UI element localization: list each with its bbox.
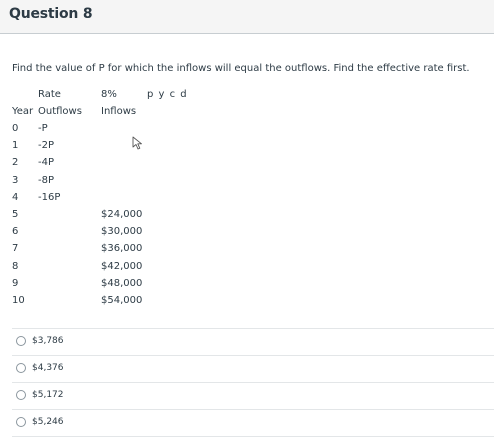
row-inflow: $24,000 bbox=[101, 209, 143, 220]
row-inflow: $30,000 bbox=[101, 226, 143, 237]
row-year: 7 bbox=[12, 243, 19, 254]
col-header-outflows: Outflows bbox=[38, 106, 82, 117]
row-year: 2 bbox=[12, 157, 19, 168]
row-outflow: -P bbox=[38, 123, 48, 134]
divider bbox=[12, 436, 494, 437]
row-year: 5 bbox=[12, 209, 19, 220]
col-header-year: Year bbox=[12, 106, 34, 117]
row-year: 0 bbox=[12, 123, 19, 134]
answer-label: $3,786 bbox=[32, 336, 64, 346]
row-inflow: $48,000 bbox=[101, 278, 143, 289]
row-inflow: $54,000 bbox=[101, 295, 143, 306]
row-outflow: -8P bbox=[38, 175, 55, 186]
question-header bbox=[0, 0, 494, 34]
row-outflow: -4P bbox=[38, 157, 55, 168]
row-outflow: -2P bbox=[38, 140, 55, 151]
answer-label: $5,172 bbox=[32, 390, 64, 400]
row-year: 10 bbox=[12, 295, 25, 306]
compounding-label: p y c d bbox=[147, 89, 188, 100]
answer-option-1[interactable] bbox=[16, 334, 64, 348]
rate-value: 8% bbox=[101, 89, 117, 100]
row-year: 4 bbox=[12, 192, 19, 203]
question-prompt: Find the value of P for which the inflows will equal the outflows. Find the effective rate first. bbox=[12, 63, 470, 74]
answer-option-4[interactable] bbox=[16, 415, 64, 429]
divider bbox=[12, 355, 494, 356]
row-year: 6 bbox=[12, 226, 19, 237]
rate-label: Rate bbox=[38, 89, 61, 100]
answer-option-2[interactable] bbox=[16, 361, 64, 375]
divider bbox=[12, 382, 494, 383]
row-year: 3 bbox=[12, 175, 19, 186]
row-inflow: $36,000 bbox=[101, 243, 143, 254]
radio-button[interactable] bbox=[16, 336, 26, 346]
answer-option-3[interactable] bbox=[16, 388, 64, 402]
radio-button[interactable] bbox=[16, 390, 26, 400]
row-year: 8 bbox=[12, 261, 19, 272]
mouse-pointer-icon bbox=[132, 136, 144, 150]
row-outflow: -16P bbox=[38, 192, 61, 203]
col-header-inflows: Inflows bbox=[101, 106, 137, 117]
row-year: 1 bbox=[12, 140, 19, 151]
radio-button[interactable] bbox=[16, 417, 26, 427]
answer-label: $4,376 bbox=[32, 363, 64, 373]
radio-button[interactable] bbox=[16, 363, 26, 373]
row-inflow: $42,000 bbox=[101, 261, 143, 272]
question-title: Question 8 bbox=[9, 6, 93, 22]
divider bbox=[12, 409, 494, 410]
divider bbox=[12, 328, 494, 329]
row-year: 9 bbox=[12, 278, 19, 289]
answer-label: $5,246 bbox=[32, 417, 64, 427]
